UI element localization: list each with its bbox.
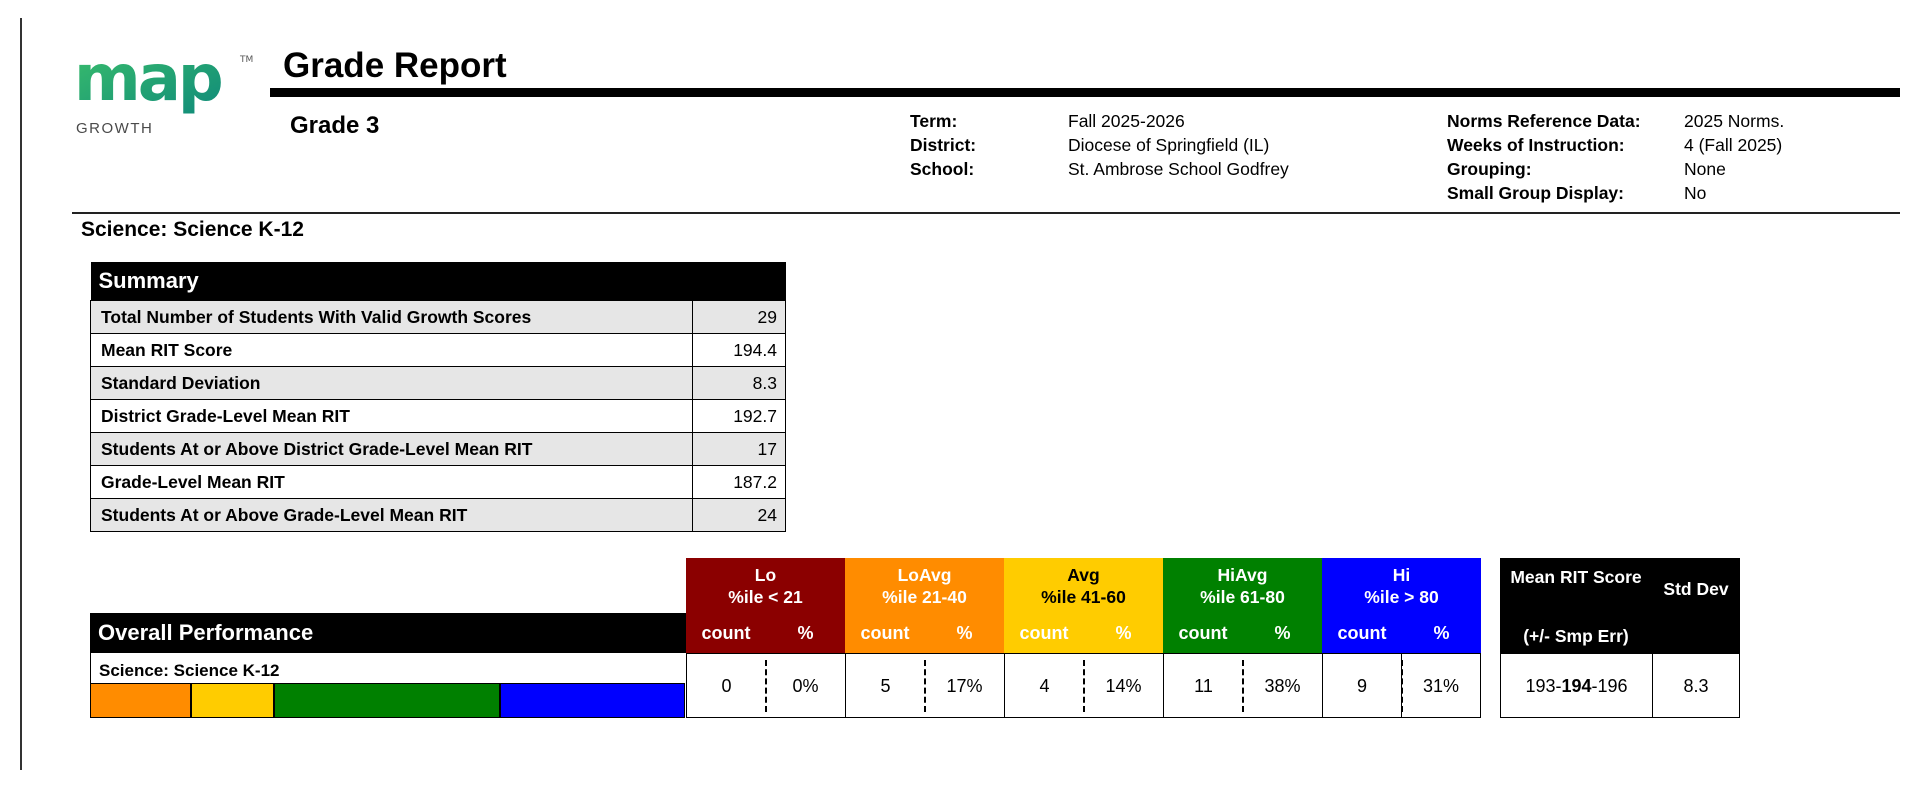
band-count-value: 0 (686, 653, 766, 718)
band-count-value: 9 (1322, 653, 1402, 718)
mean-rit-value: 193-194-196 (1500, 653, 1653, 718)
summary-label: Standard Deviation (91, 367, 693, 400)
logo-growth-text: GROWTH (76, 120, 154, 137)
band-pct-value: 38% (1243, 653, 1322, 718)
band-name: Lo (754, 565, 777, 585)
norms-value: 2025 Norms. (1684, 111, 1785, 131)
summary-title: Summary (91, 262, 786, 301)
school-value: St. Ambrose School Godfrey (1068, 159, 1289, 179)
band-pct-value: 17% (925, 653, 1004, 718)
district-label: District: (910, 135, 977, 155)
school-label: School: (910, 159, 975, 179)
band-pct-header: % (1243, 613, 1322, 653)
band-header-hiavg (1163, 558, 1322, 613)
band-pct-header: % (766, 613, 845, 653)
band-count-header: count (845, 613, 925, 653)
term-label: Term: (910, 111, 958, 131)
band-pct-header: % (925, 613, 1004, 653)
summary-value: 24 (693, 499, 786, 532)
band-count-value: 11 (1163, 653, 1243, 718)
summary-label: Total Number of Students With Valid Growth Scores (91, 301, 693, 334)
band-pct-header: % (1084, 613, 1163, 653)
svg-text:TM: TM (240, 55, 254, 65)
norm-labels (1447, 109, 1641, 205)
std-dev-value: 8.3 (1652, 653, 1740, 718)
band-header-loavg (845, 558, 1004, 613)
table-row (91, 499, 786, 532)
table-row (91, 301, 786, 334)
band-range: %ile > 80 (1364, 587, 1439, 607)
overall-performance-title: Overall Performance (90, 613, 686, 653)
summary-value: 17 (693, 433, 786, 466)
weeks-value: 4 (Fall 2025) (1684, 135, 1783, 155)
band-pct-value: 14% (1084, 653, 1163, 718)
summary-label: Students At or Above Grade-Level Mean RIT (91, 499, 693, 532)
band-count-value: 4 (1004, 653, 1084, 718)
band-count-header: count (1163, 613, 1243, 653)
band-range: %ile 41-60 (1041, 587, 1126, 607)
summary-label: Mean RIT Score (91, 334, 693, 367)
grouping-value: None (1684, 159, 1726, 179)
map-growth-logo (74, 48, 254, 138)
dashed-divider (765, 660, 767, 712)
small-group-value: No (1684, 183, 1707, 203)
band-name: HiAvg (1217, 565, 1268, 585)
band-count-header: count (1004, 613, 1084, 653)
smp-err-label: (+/- Smp Err) (1500, 625, 1652, 647)
band-range: %ile 21-40 (882, 587, 967, 607)
svg-text:map: map (74, 48, 221, 116)
std-dev-header: Std Dev (1652, 578, 1740, 600)
band-count-header: count (1322, 613, 1402, 653)
term-labels (910, 109, 976, 181)
band-range: %ile < 21 (728, 587, 803, 607)
small-group-label: Small Group Display: (1447, 183, 1624, 203)
table-row (91, 433, 786, 466)
distribution-bar-hiavg (274, 683, 500, 718)
summary-table (90, 262, 786, 532)
band-count-header: count (686, 613, 766, 653)
dashed-divider (1401, 660, 1403, 712)
summary-label: Students At or Above District Grade-Level Mean RIT (91, 433, 693, 466)
mean-rit-header: Mean RIT Score (1500, 566, 1652, 588)
band-range: %ile 61-80 (1200, 587, 1285, 607)
performance-row-label: Science: Science K-12 (90, 653, 686, 683)
weeks-label: Weeks of Instruction: (1447, 135, 1625, 155)
band-pct-value: 31% (1402, 653, 1481, 718)
dashed-divider (1242, 660, 1244, 712)
norms-label: Norms Reference Data: (1447, 111, 1641, 131)
map-logo-icon (74, 48, 254, 124)
band-name: Avg (1067, 565, 1100, 585)
header-rule (72, 212, 1900, 214)
report-title: Grade Report (283, 46, 507, 85)
summary-value: 187.2 (693, 466, 786, 499)
distribution-bar-hi (500, 683, 685, 718)
summary-value: 29 (693, 301, 786, 334)
table-row (91, 367, 786, 400)
district-value: Diocese of Springfield (IL) (1068, 135, 1270, 155)
grade-label: Grade 3 (290, 112, 380, 139)
table-row (91, 334, 786, 367)
band-header-avg (1004, 558, 1163, 613)
band-pct-value: 0% (766, 653, 845, 718)
title-rule (270, 88, 1900, 97)
term-value: Fall 2025-2026 (1068, 111, 1185, 131)
summary-label: Grade-Level Mean RIT (91, 466, 693, 499)
dashed-divider (924, 660, 926, 712)
band-name: LoAvg (897, 565, 952, 585)
dashed-divider (1083, 660, 1085, 712)
distribution-bar-loavg (90, 683, 191, 718)
term-values (1068, 109, 1289, 181)
page-left-border (20, 18, 22, 770)
band-pct-header: % (1402, 613, 1481, 653)
band-header-lo (686, 558, 845, 613)
table-row (91, 400, 786, 433)
band-count-value: 5 (845, 653, 925, 718)
subject-heading: Science: Science K-12 (81, 218, 304, 241)
norm-values (1684, 109, 1784, 205)
summary-value: 8.3 (693, 367, 786, 400)
band-name: Hi (1392, 565, 1411, 585)
band-header-hi (1322, 558, 1481, 613)
distribution-bar-avg (191, 683, 274, 718)
grouping-label: Grouping: (1447, 159, 1532, 179)
summary-value: 194.4 (693, 334, 786, 367)
summary-label: District Grade-Level Mean RIT (91, 400, 693, 433)
summary-value: 192.7 (693, 400, 786, 433)
table-row (91, 466, 786, 499)
